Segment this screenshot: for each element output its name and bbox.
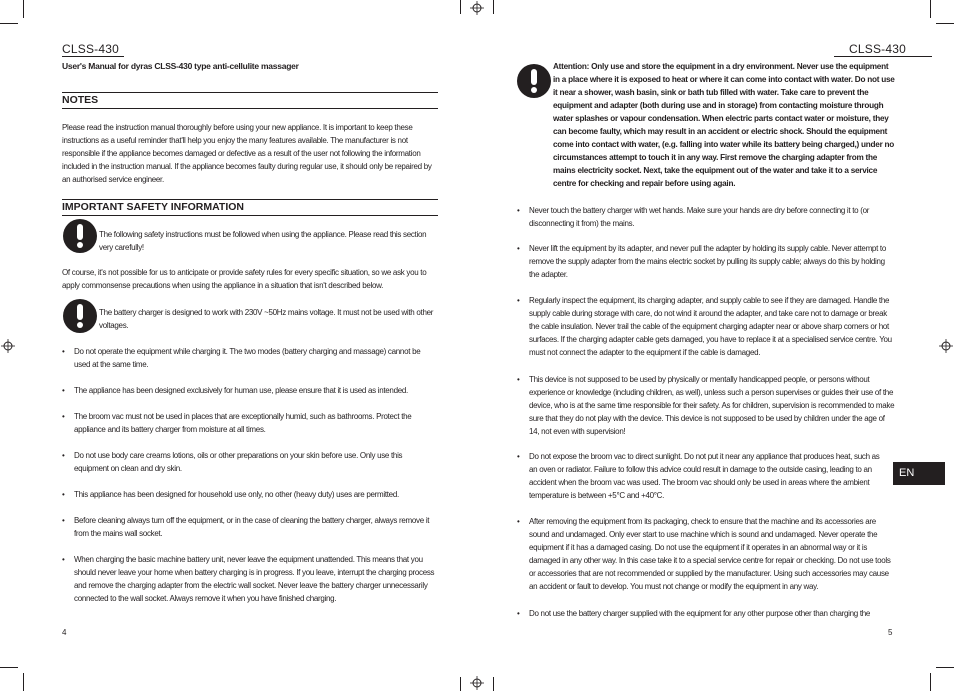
list-item: • This appliance has been designed for household use only, no other (heavy duty) uses are permitted. xyxy=(62,490,399,499)
list-item: • The broom vac must not be used in places that are exceptionally humid, such as bathrooms. Protect the appliance and its battery charger from moisture at all times. xyxy=(62,412,412,434)
crop-mark xyxy=(936,667,954,668)
list-item: • Do not use body care creams lotions, oils or other preparations on your skin before use. Only use this equipment on clean and dry skin. xyxy=(62,451,403,473)
crop-mark xyxy=(493,0,494,14)
header-rule xyxy=(834,56,932,57)
crop-mark xyxy=(23,673,24,691)
crop-mark xyxy=(930,0,931,18)
list-item: • Do not operate the equipment while charging it. The two modes (battery charging and massage) cannot be used at the same time. xyxy=(62,347,421,369)
list-item: • Do not expose the broom vac to direct sunlight. Do not put it near any appliance that produces heat, such as an oven or radiator. Failure to follow this advice could result in damage to the outside casing, leading to an accident when the broom vac was used. The broom vac should only be used in areas where the ambient temperature is between +5°C and +40°C. xyxy=(517,452,880,500)
crop-mark xyxy=(460,0,461,14)
crop-mark xyxy=(493,677,494,691)
list-item: • Do not use the battery charger supplied with the equipment for any other purpose other than charging the xyxy=(517,609,871,618)
notes-text: Please read the instruction manual thoroughly before using your new appliance. It is important to keep these instructions as a useful reminder that'll help you enjoy the many features available. The manufacturer is not responsible if the appliance becomes damaged or defective as a result of the user not following the information included in the instruction manual. If the appliance becomes faulty during regular use, it should only be repaired by an authorised service engineer. xyxy=(62,123,432,184)
header-rule xyxy=(62,56,124,57)
safety-warning-1: The following safety instructions must be followed when using the appliance. Please read this section very carefully! xyxy=(99,230,427,252)
safety-paragraph: Of course, it's not possible for us to anticipate or provide safety rules for every specific situation, so we ask you to apply commonsense precautions when using the appliance in a situation that isn't described below. xyxy=(62,268,427,290)
list-item: • Never lift the equipment by its adapter, and never pull the adapter by holding its supply cable. Never attempt to remove the supply adapter from the mains electric socket by pulling its supply cable; always do this by holding the adapter. xyxy=(517,244,886,279)
crop-mark xyxy=(0,667,18,668)
list-item: • Never touch the battery charger with wet hands. Make sure your hands are dry before connecting it to (or disconnecting it from) the mains. xyxy=(517,206,870,228)
safety-heading: IMPORTANT SAFETY INFORMATION xyxy=(62,199,438,216)
notes-heading: NOTES xyxy=(62,92,438,109)
crop-mark xyxy=(0,23,18,24)
list-item: • The appliance has been designed exclusively for human use, please ensure that it is used as intended. xyxy=(62,386,408,395)
crop-mark xyxy=(936,23,954,24)
language-tab: EN xyxy=(893,462,945,485)
list-item: • When charging the basic machine battery unit, never leave the equipment unattended. This means that you should never leave your home when battery charging is in progress. If you leave, interrupt the charging process and remove the charging adapter from the electric wall socket. Never leave the battery charger unnecessarily connected to the wall socket. Always remove it when you have finished charging. xyxy=(62,555,435,603)
warning-exclamation-icon xyxy=(517,64,551,98)
warning-exclamation-icon xyxy=(63,299,97,333)
warning-exclamation-icon xyxy=(63,219,97,253)
registration-mark-icon xyxy=(470,676,484,690)
list-item: • Before cleaning always turn off the equipment, or in the case of cleaning the battery charger, always remove it from the mains wall socket. xyxy=(62,516,430,538)
model-name: CLSS-430 xyxy=(62,42,119,56)
registration-mark-icon xyxy=(939,339,953,353)
manual-subtitle: User's Manual for dyras CLSS-430 type anti-cellulite massager xyxy=(62,61,299,71)
list-item: • Regularly inspect the equipment, its charging adapter, and supply cable to see if they are damaged. Handle the supply cable during storage with care, do not wind it around the adapter, and take care not to damage or break the cable insulation. Never trail the cable of the equipment charging adapter near or above sharp corners or hot surfaces. If the charging adapter cable gets damaged, you have to replace it at a specialised service centre. You must not connect the adapter to the equipment if the cable is damaged. xyxy=(517,296,892,357)
crop-mark xyxy=(930,673,931,691)
registration-mark-icon xyxy=(1,339,15,353)
registration-mark-icon xyxy=(470,1,484,15)
crop-mark xyxy=(460,677,461,691)
safety-warning-2: The battery charger is designed to work with 230V ~50Hz mains voltage. It must not be used with other voltages. xyxy=(99,308,434,330)
list-item: • After removing the equipment from its packaging, check to ensure that the machine and its accessories are sound and undamaged. Only ever start to use machine which is sound and undamaged. Never operate the equipment if it has a damaged casing. Do not use the equipment if it operates in an abnormal way or it is damaged in any other way. In this case take it to a special service centre for repair or checking. Do not use tools or accessories that are not recommended or supplied by the manufacturer. Using such accessories may cause an accident or fault to develop. You must not change or modify the equipment in any way. xyxy=(517,517,891,591)
crop-mark xyxy=(23,0,24,18)
attention-warning: Attention: Only use and store the equipment in a dry environment. Never use the equipment in a place where it is exposed to heat or where it can come into contact with water. Do not use it near a shower, wash basin, sink or bath tub filled with water. Take care to prevent the equipment and adapter (both during use and in storage) from contacting moisture through water splashes or vapour condensation. When electric parts contact water or moisture, they can become faulty, which may result in an accident or electric shock. Should the equipment come into contact with water, (e.g. falling into water while its battery being charged,) under no circumstances attempt to touch it in any way. First remove the charging adapter from the mains electricity socket. Next, take the equipment out of the water and take it to a service centre for checking and repair before using again. xyxy=(553,62,895,188)
page-number-left: 4 xyxy=(62,628,67,637)
page-number-right: 5 xyxy=(888,628,893,637)
list-item: • This device is not supposed to be used by physically or mentally handicapped people, or persons without experience or knowledge (including children, as well), unless such a person supervises or guides their use of the device, who is at the same time responsible for their safety. As for children, supervision is recommended to make sure that they do not play with the device. This device is not supposed to be used by children under the age of 14, not even with supervision! xyxy=(517,375,895,436)
model-name: CLSS-430 xyxy=(849,42,906,56)
